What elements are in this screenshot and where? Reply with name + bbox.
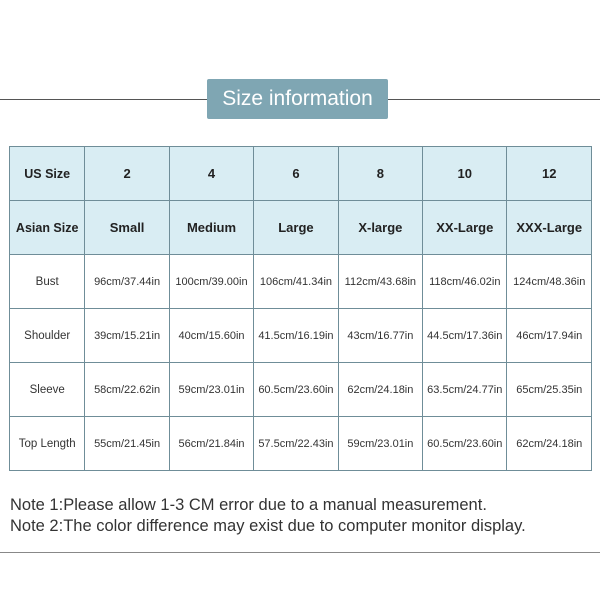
asian-size-cell: XXX-Large [507,201,592,255]
row-label-asian-size: Asian Size [10,201,85,255]
measurement-cell: 55cm/21.45in [85,417,169,471]
measurement-cell: 60.5cm/23.60in [254,363,338,417]
note-1: Note 1:Please allow 1-3 CM error due to a manual measurement. [10,496,487,514]
measurement-cell: 56cm/21.84in [169,417,253,471]
measurement-cell: 58cm/22.62in [85,363,169,417]
measurement-cell: 59cm/23.01in [338,417,422,471]
us-size-cell: 2 [85,147,169,201]
size-table [9,146,592,471]
measurement-cell: 62cm/24.18in [338,363,422,417]
row-label-sleeve: Sleeve [10,363,85,417]
bottom-divider-line [0,552,600,553]
us-size-cell: 6 [254,147,338,201]
measurement-cell: 112cm/43.68in [338,255,422,309]
note-2: Note 2:The color difference may exist due to computer monitor display. [10,517,526,535]
bust-row [10,255,592,309]
measurement-cell: 124cm/48.36in [507,255,592,309]
measurement-cell: 63.5cm/24.77in [423,363,507,417]
asian-size-row [10,201,592,255]
asian-size-cell: X-large [338,201,422,255]
asian-size-cell: Medium [169,201,253,255]
row-label-shoulder: Shoulder [10,309,85,363]
measurement-cell: 57.5cm/22.43in [254,417,338,471]
measurement-cell: 43cm/16.77in [338,309,422,363]
measurement-cell: 65cm/25.35in [507,363,592,417]
measurement-cell: 46cm/17.94in [507,309,592,363]
asian-size-cell: Small [85,201,169,255]
shoulder-row [10,309,592,363]
measurement-cell: 40cm/15.60in [169,309,253,363]
measurement-cell: 100cm/39.00in [169,255,253,309]
us-size-cell: 10 [423,147,507,201]
measurement-cell: 41.5cm/16.19in [254,309,338,363]
row-label-top-length: Top Length [10,417,85,471]
page-title: Size information [207,79,388,119]
measurement-cell: 59cm/23.01in [169,363,253,417]
top-length-row [10,417,592,471]
measurement-cell: 106cm/41.34in [254,255,338,309]
asian-size-cell: XX-Large [423,201,507,255]
measurement-cell: 96cm/37.44in [85,255,169,309]
measurement-cell: 39cm/15.21in [85,309,169,363]
notes-section [10,495,595,537]
us-size-cell: 8 [338,147,422,201]
us-size-row [10,147,592,201]
row-label-bust: Bust [10,255,85,309]
us-size-cell: 4 [169,147,253,201]
sleeve-row [10,363,592,417]
measurement-cell: 60.5cm/23.60in [423,417,507,471]
measurement-cell: 44.5cm/17.36in [423,309,507,363]
measurement-cell: 62cm/24.18in [507,417,592,471]
asian-size-cell: Large [254,201,338,255]
measurement-cell: 118cm/46.02in [423,255,507,309]
us-size-cell: 12 [507,147,592,201]
row-label-us-size: US Size [10,147,85,201]
